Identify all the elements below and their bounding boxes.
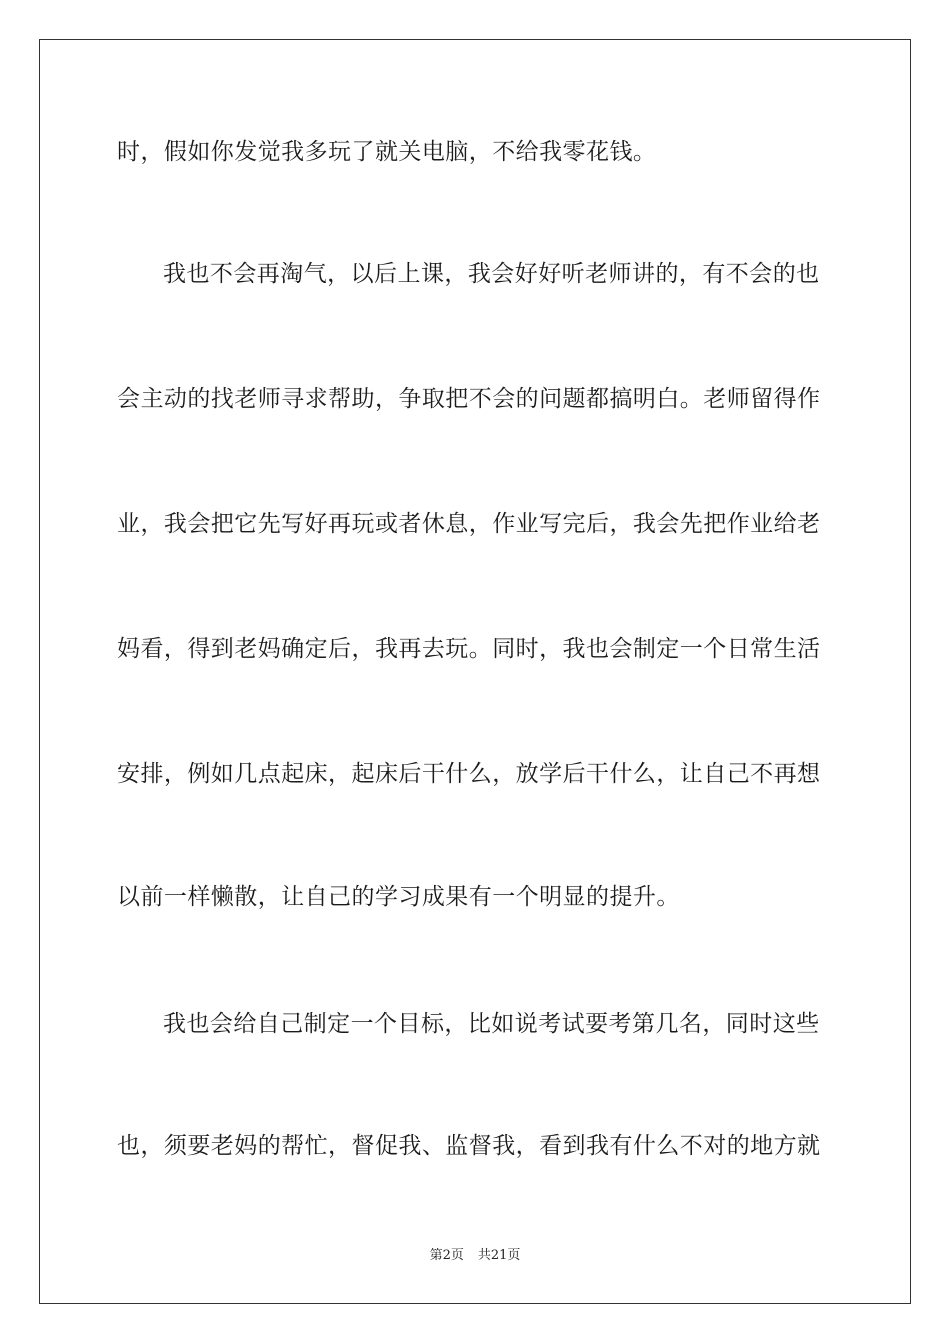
text-line-7: 以前一样懒散，让自己的学习成果有一个明显的提升。 — [117, 884, 680, 910]
text-line-6: 安排，例如几点起床，起床后干什么，放学后干什么，让自己不再想 — [117, 761, 821, 787]
text-line-5: 妈看，得到老妈确定后，我再去玩。同时，我也会制定一个日常生活 — [117, 636, 821, 662]
page-footer — [0, 1247, 950, 1265]
text-line-8: 我也会给自己制定一个目标，比如说考试要考第几名，同时这些 — [163, 1011, 820, 1037]
page-border — [39, 39, 911, 1304]
text-line-3: 会主动的找老师寻求帮助，争取把不会的问题都搞明白。老师留得作 — [117, 386, 821, 412]
text-line-2: 我也不会再淘气，以后上课，我会好好听老师讲的，有不会的也 — [163, 261, 820, 287]
text-line-1: 时，假如你发觉我多玩了就关电脑，不给我零花钱。 — [117, 139, 657, 165]
page-number: 第2页 — [429, 1248, 464, 1263]
text-line-4: 业，我会把它先写好再玩或者休息，作业写完后，我会先把作业给老 — [117, 511, 821, 537]
text-line-9: 也，须要老妈的帮忙，督促我、监督我，看到我有什么不对的地方就 — [117, 1133, 821, 1159]
page-total: 共21页 — [477, 1248, 521, 1263]
